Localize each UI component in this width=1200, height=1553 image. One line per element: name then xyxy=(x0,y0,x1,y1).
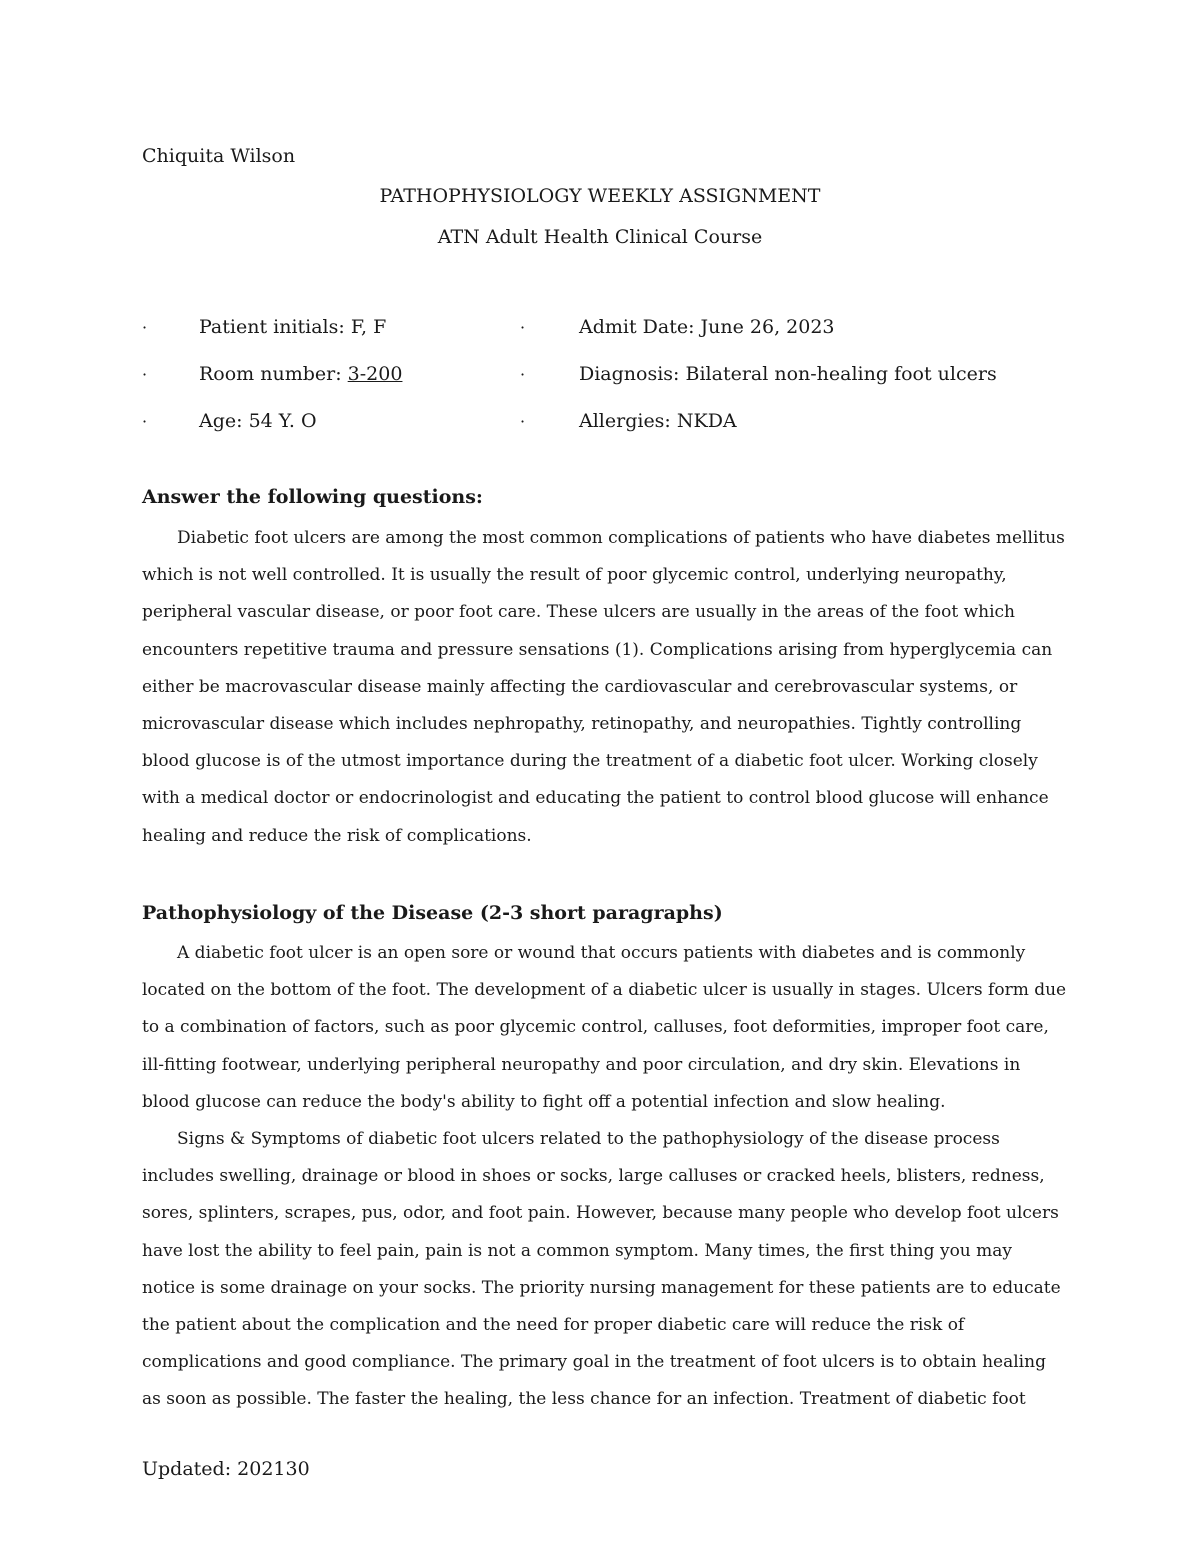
room-number-value: 3-200 xyxy=(347,363,403,385)
diagnosis: Diagnosis: Bilateral non-healing foot ulcers xyxy=(579,363,997,385)
bullet-icon: · xyxy=(520,365,526,384)
bullet-icon: · xyxy=(142,412,148,431)
assignment-title: PATHOPHYSIOLOGY WEEKLY ASSIGNMENT xyxy=(379,185,821,207)
patient-initials: Patient initials: F, F xyxy=(199,316,387,338)
allergies: Allergies: NKDA xyxy=(579,410,737,432)
answer-paragraph: Diabetic foot ulcers are among the most common complications of patients who have diabetes mellitus which is not well controlled. It is usually the result of poor glycemic control, underlying neuropathy, peripheral vascular disease, or poor foot care. These ulcers are usually in the areas of the foot which encounters repetitive trauma and pressure sensations (1). Complications arising from hyperglycemia can either be macrovascular disease mainly affecting the cardiovascular and cerebrovascular systems, or microvascular disease which includes nephropathy, retinopathy, and neuropathies. Tightly controlling blood glucose is of the utmost importance during the treatment of a diabetic foot ulcer. Working closely with a medical doctor or endocrinologist and educating the patient to control blood glucose will enhance healing and reduce the risk of complications. xyxy=(142,528,1065,846)
section-heading-questions: Answer the following questions: xyxy=(142,486,483,508)
info-row xyxy=(142,410,1062,457)
course-title: ATN Adult Health Clinical Course xyxy=(437,226,763,248)
patient-info-list xyxy=(142,316,1062,457)
bullet-icon: · xyxy=(142,365,148,384)
bullet-icon: · xyxy=(520,318,526,337)
author-name: Chiquita Wilson xyxy=(142,145,296,167)
admit-date: Admit Date: June 26, 2023 xyxy=(579,316,835,338)
bullet-icon: · xyxy=(142,318,148,337)
room-number-label: Room number: xyxy=(199,363,348,385)
section-heading-pathophysiology: Pathophysiology of the Disease (2-3 short paragraphs) xyxy=(142,902,723,924)
pathophysiology-paragraph-2: Signs & Symptoms of diabetic foot ulcers related to the pathophysiology of the disease process includes swelling, drainage or blood in shoes or socks, large calluses or cracked heels, blisters, redness, sores, splinters, scrapes, pus, odor, and foot pain. However, because many people who develop foot ulcers have lost the ability to feel pain, pain is not a common symptom. Many times, the first thing you may notice is some drainage on your socks. The priority nursing management for these patients are to educate the patient about the complication and the need for proper diabetic care will reduce the risk of complications and good compliance. The primary goal in the treatment of foot ulcers is to obtain healing as soon as possible. The faster the healing, the less chance for an infection. Treatment of diabetic foot xyxy=(142,1129,1061,1410)
info-row xyxy=(142,316,1062,363)
bullet-icon: · xyxy=(520,412,526,431)
updated-footer: Updated: 202130 xyxy=(142,1458,310,1480)
info-row xyxy=(142,363,1062,410)
room-number xyxy=(199,363,402,385)
pathophysiology-paragraph-1: A diabetic foot ulcer is an open sore or wound that occurs patients with diabetes and is commonly located on the bottom of the foot. The development of a diabetic ulcer is usually in stages. Ulcers form due to a combination of factors, such as poor glycemic control, calluses, foot deformities, improper foot care, ill-fitting footwear, underlying peripheral neuropathy and poor circulation, and dry skin. Elevations in blood glucose can reduce the body's ability to fight off a potential infection and slow healing. xyxy=(142,943,1067,1112)
patient-age: Age: 54 Y. O xyxy=(199,410,317,432)
